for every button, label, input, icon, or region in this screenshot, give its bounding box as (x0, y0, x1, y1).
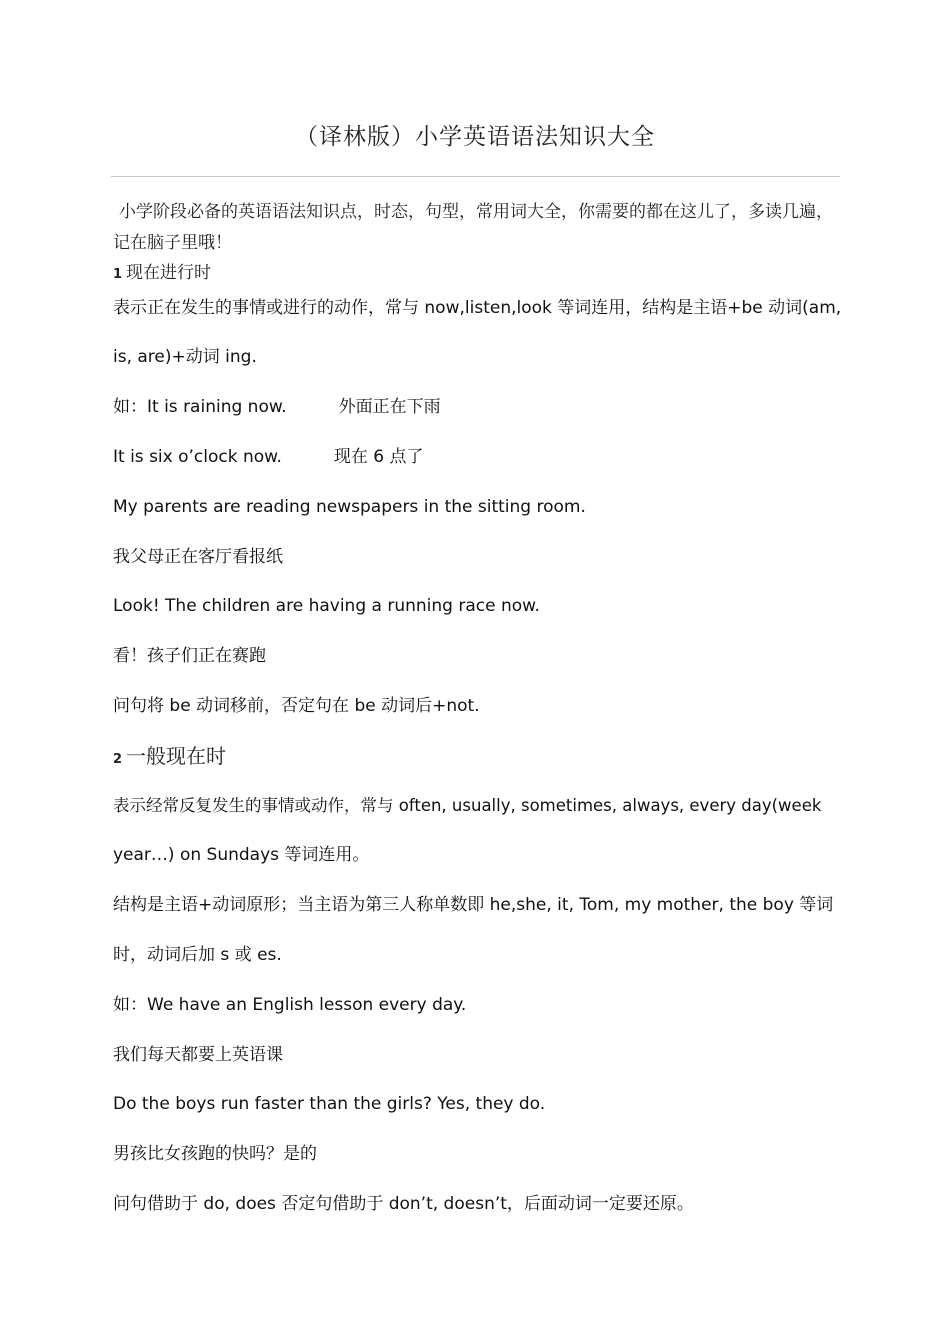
section2-description-line2: year…) on Sundays 等词连用。 (113, 845, 370, 865)
intro-paragraph: 小学阶段必备的英语语法知识点，时态，句型，常用词大全，你需要的都在这儿了，多读几遍，记在脑子里哦！ (113, 202, 833, 253)
section1-example-4-english: Look! The children are having a running race now. (113, 596, 540, 616)
example-english: 如：It is raining now. (113, 397, 287, 417)
section1-example-3-chinese: 我父母正在客厅看报纸 (113, 547, 283, 567)
example-chinese: 现在 6 点了 (333, 447, 424, 467)
section2-structure-line1: 结构是主语+动词原形；当主语为第三人称单数即 he,she, it, Tom, my mother, the boy 等词 (113, 895, 834, 915)
section-number: 1 (113, 267, 123, 282)
section-number: 2 (113, 752, 123, 767)
section2-example-2-chinese: 男孩比女孩跑的快吗？是的 (113, 1144, 317, 1164)
section2-structure-line2: 时，动词后加 s 或 es. (113, 945, 282, 965)
document-title: （译林版）小学英语语法知识大全 (295, 124, 655, 150)
section2-note: 问句借助于 do, does 否定句借助于 don’t, doesn’t，后面动词一定要还原。 (113, 1194, 694, 1214)
section-heading-simple-present (113, 740, 226, 769)
section1-description-line2: is, are)+动词 ing. (113, 347, 257, 367)
section2-example-2-english: Do the boys run faster than the girls? Yes, they do. (113, 1094, 546, 1114)
section2-description-line1: 表示经常反复发生的事情或动作，常与 often, usually, sometimes, always, every day(week (113, 796, 822, 815)
section-title: 现在进行时 (126, 263, 212, 283)
title-divider (111, 176, 840, 177)
section1-example-3-english: My parents are reading newspapers in the sitting room. (113, 497, 586, 517)
section2-example-1-english: 如：We have an English lesson every day. (113, 995, 467, 1015)
section1-example-2 (113, 445, 424, 469)
example-english: It is six o’clock now. (113, 447, 282, 467)
section1-example-4-chinese: 看！孩子们正在赛跑 (113, 646, 266, 666)
example-chinese: 外面正在下雨 (338, 397, 441, 417)
section1-note: 问句将 be 动词移前，否定句在 be 动词后+not. (113, 696, 480, 716)
section1-example-1 (113, 395, 441, 419)
section-title: 一般现在时 (126, 744, 227, 768)
section1-description-line1: 表示正在发生的事情或进行的动作，常与 now,listen,look 等词连用，结构是主语+be 动词(am, (113, 298, 842, 318)
section2-example-1-chinese: 我们每天都要上英语课 (113, 1045, 283, 1065)
section-heading-present-continuous (113, 258, 211, 283)
